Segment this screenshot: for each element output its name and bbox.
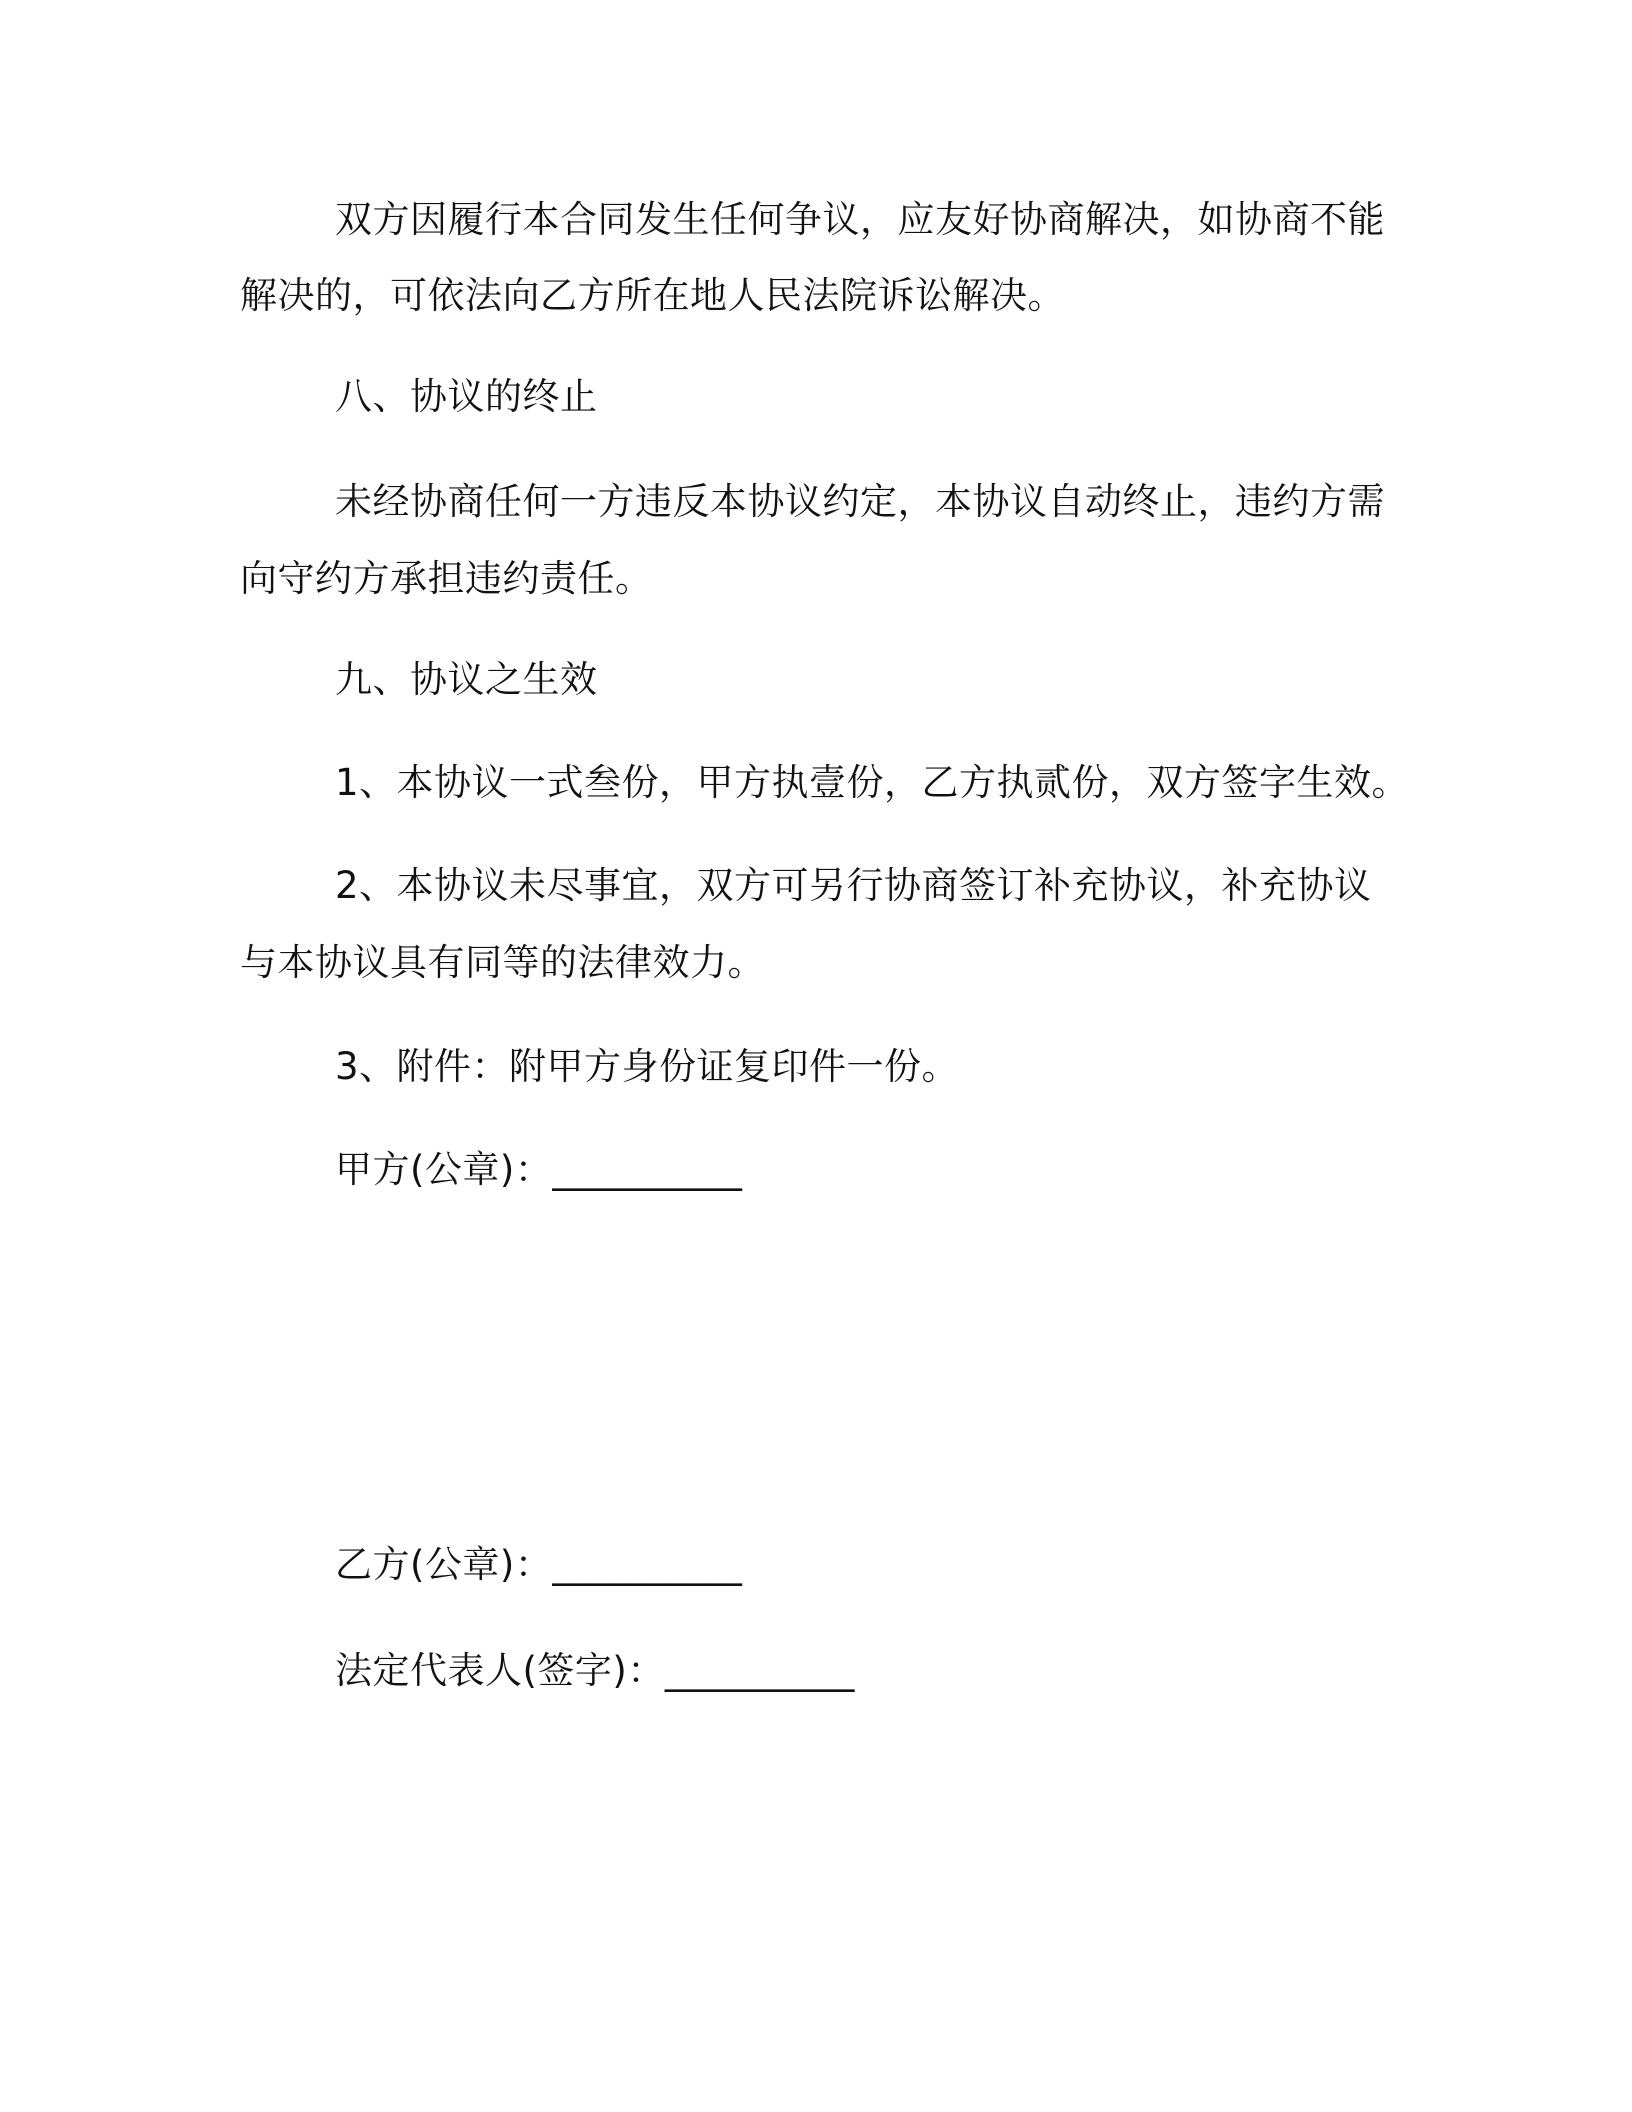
section8-paragraph-line1: 未经协商任何一方违反本协议约定，本协议自动终止，违约方需 <box>335 480 1385 523</box>
legal-representative-signature-line: 法定代表人(签字)：__________ <box>335 1649 855 1692</box>
section9-item2-line1: 2、本协议未尽事宜，双方可另行协商签订补充协议，补充协议 <box>335 864 1372 907</box>
section8-heading: 八、协议的终止 <box>335 375 598 418</box>
section9-item1: 1、本协议一式叁份，甲方执壹份，乙方执贰份，双方签字生效。 <box>335 761 1410 804</box>
party-b-seal-line: 乙方(公章)：__________ <box>335 1543 743 1586</box>
section9-item2-line2: 与本协议具有同等的法律效力。 <box>240 941 765 984</box>
party-a-seal-line: 甲方(公章)：__________ <box>335 1148 743 1191</box>
clause7-paragraph-line1: 双方因履行本合同发生任何争议，应友好协商解决，如协商不能 <box>335 198 1385 241</box>
clause7-paragraph-line2: 解决的，可依法向乙方所在地人民法院诉讼解决。 <box>240 274 1065 317</box>
section9-item3: 3、附件：附甲方身份证复印件一份。 <box>335 1045 960 1088</box>
section9-heading: 九、协议之生效 <box>335 658 598 701</box>
section8-paragraph-line2: 向守约方承担违约责任。 <box>240 557 653 600</box>
